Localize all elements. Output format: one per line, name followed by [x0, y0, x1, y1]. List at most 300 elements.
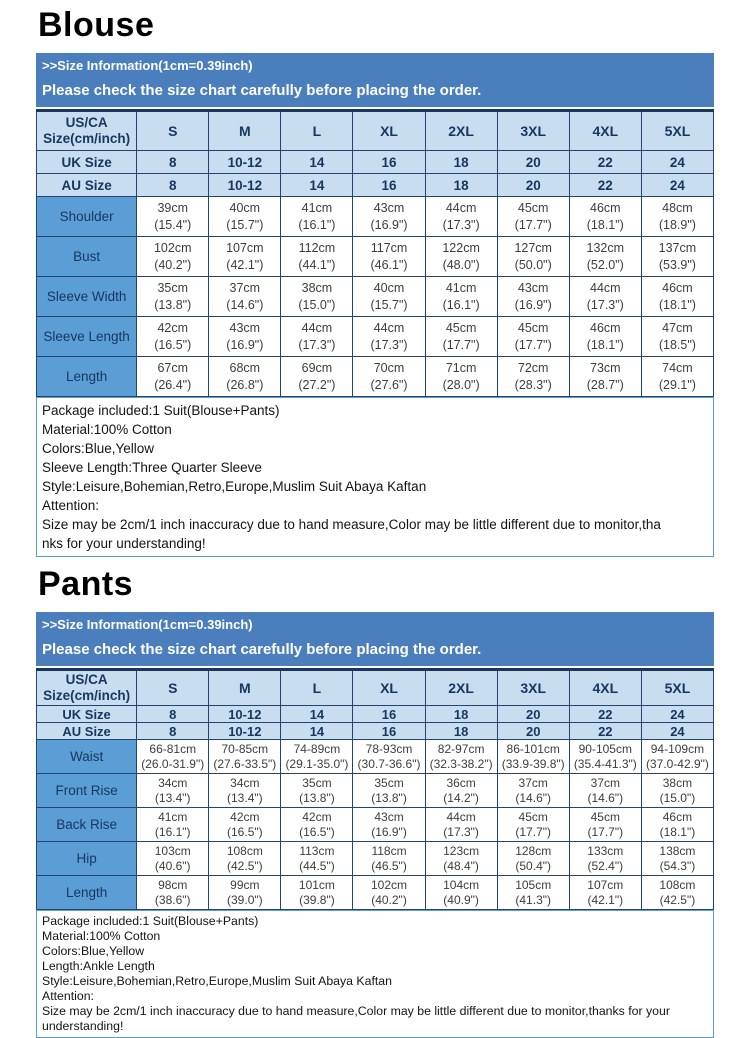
- measurement-value: [137, 842, 209, 876]
- value-inch: (27.6-33.5"): [213, 756, 277, 771]
- value-cm: 47cm: [662, 320, 693, 335]
- value-inch: (15.0"): [659, 790, 696, 805]
- region-size-value: 16: [353, 706, 425, 723]
- value-cm: 105cm: [515, 877, 552, 892]
- value-inch: (44.5"): [299, 858, 335, 873]
- region-size-value: 24: [641, 174, 713, 197]
- measurement-row: [37, 808, 714, 842]
- value-inch: (50.0"): [514, 257, 552, 272]
- measurement-value: [209, 808, 281, 842]
- value-inch: (48.4"): [443, 858, 479, 873]
- value-cm: 133cm: [587, 843, 624, 858]
- value-inch: (13.4"): [227, 790, 263, 805]
- value-inch: (15.4"): [154, 217, 192, 232]
- region-size-value: 8: [137, 706, 209, 723]
- value-cm: 68cm: [229, 360, 261, 375]
- region-size-value: 22: [569, 151, 641, 174]
- measurement-value: [497, 317, 569, 357]
- region-size-value: 24: [641, 706, 713, 723]
- value-inch: (48.0"): [442, 257, 480, 272]
- pants-title: Pants: [38, 565, 134, 603]
- value-inch: (16.1"): [154, 824, 191, 839]
- measurement-value: [641, 357, 713, 397]
- size-col-header: 4XL: [569, 670, 641, 706]
- value-cm: 45cm: [518, 809, 548, 824]
- measurement-value: [281, 876, 353, 910]
- value-cm: 43cm: [517, 280, 549, 295]
- value-inch: (42.5"): [227, 858, 263, 873]
- region-size-label: AU Size: [37, 723, 137, 740]
- size-col-header: L: [281, 111, 353, 151]
- measurement-row: [37, 357, 714, 397]
- pants-notes: [36, 910, 714, 1038]
- value-cm: 137cm: [658, 240, 697, 255]
- value-cm: 41cm: [445, 280, 477, 295]
- region-size-value: 16: [353, 151, 425, 174]
- measurement-value: [425, 197, 497, 237]
- value-cm: 43cm: [229, 320, 261, 335]
- size-col-header: 5XL: [641, 111, 713, 151]
- value-cm: 46cm: [590, 200, 621, 215]
- size-header-row: [37, 111, 714, 151]
- measurement-value: [425, 842, 497, 876]
- measurement-value: [497, 277, 569, 317]
- measurement-value: [137, 237, 209, 277]
- measurement-row: [37, 774, 714, 808]
- size-col-header: S: [137, 670, 209, 706]
- region-size-value: 22: [569, 723, 641, 740]
- value-cm: 101cm: [298, 877, 335, 892]
- measurement-value: [281, 774, 353, 808]
- value-cm: 71cm: [445, 360, 477, 375]
- region-size-value: 8: [137, 174, 209, 197]
- value-cm: 67cm: [157, 360, 189, 375]
- value-cm: 38cm: [662, 775, 693, 790]
- value-cm: 108cm: [226, 843, 263, 858]
- blouse-banner: [36, 53, 714, 107]
- value-cm: 37cm: [518, 775, 548, 790]
- value-inch: (17.7"): [514, 337, 552, 352]
- value-inch: (52.0"): [586, 257, 624, 272]
- value-inch: (27.6"): [370, 377, 408, 392]
- value-cm: 69cm: [301, 360, 333, 375]
- measurement-value: [425, 277, 497, 317]
- blouse-notes: [36, 397, 714, 557]
- au-size-row: [37, 723, 714, 740]
- value-inch: (32.3-38.2"): [429, 756, 493, 771]
- measurement-value: [209, 317, 281, 357]
- value-inch: (16.1"): [442, 297, 480, 312]
- value-cm: 35cm: [302, 775, 332, 790]
- value-inch: (14.2"): [443, 790, 479, 805]
- measurement-value: [353, 197, 425, 237]
- value-inch: (42.1"): [587, 892, 624, 907]
- size-col-header: XL: [353, 111, 425, 151]
- pants-banner: [36, 612, 714, 666]
- measurement-value: [353, 876, 425, 910]
- measurement-value: [353, 317, 425, 357]
- uk-size-row: [37, 151, 714, 174]
- region-size-value: 16: [353, 723, 425, 740]
- measurement-value: [569, 357, 641, 397]
- corner-header: [37, 670, 137, 706]
- value-inch: (29.1-35.0"): [285, 756, 349, 771]
- value-cm: 45cm: [517, 200, 549, 215]
- value-inch: (16.5"): [299, 824, 335, 839]
- pants-section: [36, 564, 714, 1038]
- value-cm: 70-85cm: [221, 741, 269, 756]
- value-inch: (16.9"): [226, 337, 264, 352]
- corner-header-line2: Size(cm/inch): [43, 688, 131, 703]
- measurement-value: [497, 876, 569, 910]
- value-cm: 43cm: [373, 200, 405, 215]
- region-size-label: UK Size: [37, 706, 137, 723]
- value-cm: 107cm: [587, 877, 624, 892]
- value-inch: (14.6"): [226, 297, 264, 312]
- value-cm: 36cm: [446, 775, 476, 790]
- value-inch: (18.1"): [586, 217, 624, 232]
- measurement-label: Sleeve Length: [37, 317, 137, 357]
- measurement-value: [137, 317, 209, 357]
- measurement-label: Waist: [37, 740, 137, 774]
- value-inch: (17.7"): [587, 824, 624, 839]
- measurement-row: [37, 197, 714, 237]
- region-size-label: UK Size: [37, 151, 137, 174]
- measurement-value: [641, 237, 713, 277]
- value-cm: 74-89cm: [293, 741, 341, 756]
- measurement-row: [37, 842, 714, 876]
- measurement-value: [497, 740, 569, 774]
- value-cm: 34cm: [158, 775, 188, 790]
- region-size-value: 14: [281, 723, 353, 740]
- size-col-header: 4XL: [569, 111, 641, 151]
- value-inch: (46.5"): [371, 858, 407, 873]
- value-cm: 117cm: [370, 240, 408, 255]
- value-cm: 42cm: [157, 320, 189, 335]
- pants-size-info-line: >>Size Information(1cm=0.39inch): [42, 617, 253, 632]
- value-inch: (18.1"): [586, 337, 624, 352]
- value-inch: (17.3"): [443, 824, 479, 839]
- measurement-value: [569, 317, 641, 357]
- region-size-value: 18: [425, 706, 497, 723]
- measurement-label: Shoulder: [37, 197, 137, 237]
- value-cm: 94-109cm: [650, 741, 705, 756]
- measurement-value: [281, 197, 353, 237]
- measurement-value: [281, 808, 353, 842]
- measurement-value: [137, 357, 209, 397]
- value-inch: (39.0"): [227, 892, 263, 907]
- value-cm: 44cm: [446, 809, 476, 824]
- measurement-value: [425, 237, 497, 277]
- value-inch: (50.4"): [515, 858, 551, 873]
- size-col-header: XL: [353, 670, 425, 706]
- note-line: Attention:: [42, 498, 100, 513]
- value-inch: (26.8"): [226, 377, 264, 392]
- measurement-value: [497, 357, 569, 397]
- value-inch: (35.4-41.3"): [573, 756, 637, 771]
- uk-size-row: [37, 706, 714, 723]
- value-cm: 132cm: [586, 240, 625, 255]
- measurement-value: [641, 740, 713, 774]
- measurement-row: [37, 876, 714, 910]
- blouse-size-table: [36, 109, 714, 397]
- measurement-value: [137, 197, 209, 237]
- note-line: Colors:Blue,Yellow: [42, 944, 145, 958]
- value-inch: (40.2"): [154, 257, 192, 272]
- region-size-value: 20: [497, 723, 569, 740]
- note-line: Package included:1 Suit(Blouse+Pants): [42, 914, 259, 928]
- value-cm: 122cm: [442, 240, 480, 255]
- value-inch: (40.9"): [443, 892, 479, 907]
- region-size-value: 14: [281, 151, 353, 174]
- value-inch: (15.7"): [370, 297, 408, 312]
- measurement-value: [209, 740, 281, 774]
- value-inch: (54.3"): [659, 858, 696, 873]
- value-cm: 45cm: [590, 809, 620, 824]
- measurement-value: [209, 197, 281, 237]
- measurement-value: [281, 842, 353, 876]
- note-line: Sleeve Length:Three Quarter Sleeve: [42, 460, 262, 475]
- value-inch: (17.3"): [442, 217, 480, 232]
- measurement-value: [209, 774, 281, 808]
- measurement-value: [209, 237, 281, 277]
- value-inch: (16.5"): [227, 824, 263, 839]
- note-line: Material:100% Cotton: [42, 422, 172, 437]
- note-line: Style:Leisure,Bohemian,Retro,Europe,Muslim Suit Abaya Kaftan: [42, 479, 427, 494]
- value-inch: (15.0"): [298, 297, 336, 312]
- note-line: Style:Leisure,Bohemian,Retro,Europe,Muslim Suit Abaya Kaftan: [42, 974, 392, 988]
- measurement-value: [353, 277, 425, 317]
- size-col-header: 3XL: [497, 670, 569, 706]
- pants-size-table: [36, 668, 714, 910]
- region-size-value: 20: [497, 706, 569, 723]
- value-inch: (39.8"): [299, 892, 335, 907]
- value-inch: (53.9"): [658, 257, 696, 272]
- size-col-header: 3XL: [497, 111, 569, 151]
- value-cm: 138cm: [659, 843, 696, 858]
- value-inch: (28.3"): [514, 377, 552, 392]
- value-cm: 107cm: [226, 240, 264, 255]
- region-size-value: 18: [425, 723, 497, 740]
- value-inch: (17.7"): [515, 824, 551, 839]
- value-cm: 113cm: [299, 843, 335, 858]
- measurement-value: [641, 277, 713, 317]
- value-cm: 46cm: [662, 809, 693, 824]
- measurement-label: Front Rise: [37, 774, 137, 808]
- region-size-value: 10-12: [209, 151, 281, 174]
- region-size-value: 16: [353, 174, 425, 197]
- value-cm: 45cm: [517, 320, 549, 335]
- value-inch: (18.9"): [658, 217, 696, 232]
- region-size-value: 18: [425, 151, 497, 174]
- value-cm: 46cm: [590, 320, 621, 335]
- value-cm: 98cm: [158, 877, 188, 892]
- region-size-value: 22: [569, 706, 641, 723]
- value-inch: (40.2"): [371, 892, 407, 907]
- measurement-row: [37, 740, 714, 774]
- note-line: Attention:: [42, 989, 94, 1003]
- note-line: nks for your understanding!: [42, 536, 206, 551]
- measurement-value: [209, 842, 281, 876]
- value-inch: (37.0-42.9"): [645, 756, 709, 771]
- value-cm: 127cm: [514, 240, 552, 255]
- value-cm: 73cm: [590, 360, 621, 375]
- value-cm: 44cm: [445, 200, 477, 215]
- measurement-value: [137, 277, 209, 317]
- measurement-value: [425, 774, 497, 808]
- value-cm: 37cm: [590, 775, 620, 790]
- region-size-value: 8: [137, 723, 209, 740]
- note-line: Size may be 2cm/1 inch inaccuracy due to hand measure,Color may be little different due to monitor,thanks for your understanding!: [42, 1004, 670, 1033]
- measurement-value: [425, 317, 497, 357]
- region-size-value: 8: [137, 151, 209, 174]
- value-inch: (42.5"): [659, 892, 696, 907]
- value-cm: 37cm: [229, 280, 261, 295]
- value-cm: 90-105cm: [578, 741, 632, 756]
- corner-header-line1: US/CA: [65, 115, 108, 130]
- value-cm: 118cm: [371, 843, 407, 858]
- size-col-header: M: [209, 670, 281, 706]
- blouse-title: Blouse: [38, 6, 155, 44]
- measurement-value: [353, 237, 425, 277]
- value-cm: 48cm: [662, 200, 693, 215]
- measurement-value: [137, 774, 209, 808]
- size-col-header: S: [137, 111, 209, 151]
- measurement-value: [425, 876, 497, 910]
- size-col-header: 2XL: [425, 670, 497, 706]
- value-inch: (33.9-39.8"): [501, 756, 565, 771]
- measurement-value: [497, 237, 569, 277]
- value-cm: 34cm: [230, 775, 260, 790]
- measurement-value: [569, 277, 641, 317]
- value-cm: 104cm: [443, 877, 480, 892]
- measurement-value: [353, 774, 425, 808]
- measurement-value: [641, 197, 713, 237]
- region-size-value: 14: [281, 174, 353, 197]
- measurement-value: [209, 277, 281, 317]
- measurement-value: [281, 277, 353, 317]
- measurement-value: [641, 842, 713, 876]
- value-cm: 128cm: [515, 843, 552, 858]
- value-inch: (16.1"): [298, 217, 336, 232]
- value-inch: (44.1"): [298, 257, 336, 272]
- blouse-section: [36, 5, 714, 557]
- value-inch: (17.7"): [514, 217, 552, 232]
- measurement-value: [353, 808, 425, 842]
- value-inch: (17.7"): [442, 337, 480, 352]
- measurement-label: Hip: [37, 842, 137, 876]
- au-size-row: [37, 174, 714, 197]
- value-cm: 40cm: [373, 280, 405, 295]
- measurement-value: [353, 842, 425, 876]
- size-col-header: M: [209, 111, 281, 151]
- measurement-value: [569, 740, 641, 774]
- value-inch: (18.1"): [659, 824, 696, 839]
- value-inch: (28.7"): [586, 377, 624, 392]
- value-inch: (17.3"): [586, 297, 624, 312]
- blouse-check-chart-line: Please check the size chart carefully before placing the order.: [42, 82, 482, 99]
- corner-header: [37, 111, 137, 151]
- value-cm: 40cm: [229, 200, 261, 215]
- value-inch: (18.5"): [658, 337, 696, 352]
- value-cm: 44cm: [301, 320, 333, 335]
- measurement-value: [281, 317, 353, 357]
- region-size-label: AU Size: [37, 174, 137, 197]
- region-size-value: 10-12: [209, 723, 281, 740]
- value-cm: 103cm: [154, 843, 191, 858]
- value-inch: (30.7-36.6"): [357, 756, 421, 771]
- value-inch: (18.1"): [658, 297, 696, 312]
- note-line: Material:100% Cotton: [42, 929, 161, 943]
- measurement-value: [569, 876, 641, 910]
- value-inch: (26.4"): [154, 377, 192, 392]
- value-inch: (27.2"): [298, 377, 336, 392]
- value-inch: (13.8"): [371, 790, 407, 805]
- measurement-value: [641, 774, 713, 808]
- region-size-value: 24: [641, 151, 713, 174]
- measurement-row: [37, 277, 714, 317]
- measurement-value: [425, 740, 497, 774]
- value-cm: 102cm: [371, 877, 408, 892]
- size-col-header: L: [281, 670, 353, 706]
- value-cm: 70cm: [373, 360, 405, 375]
- value-cm: 42cm: [230, 809, 260, 824]
- value-inch: (16.9"): [514, 297, 552, 312]
- value-inch: (13.8"): [299, 790, 335, 805]
- measurement-value: [425, 808, 497, 842]
- measurement-value: [641, 808, 713, 842]
- value-inch: (52.4"): [587, 858, 624, 873]
- measurement-label: Sleeve Width: [37, 277, 137, 317]
- measurement-value: [353, 740, 425, 774]
- region-size-value: 10-12: [209, 174, 281, 197]
- blouse-size-info-line: >>Size Information(1cm=0.39inch): [42, 58, 253, 73]
- value-inch: (17.3"): [298, 337, 336, 352]
- note-line: Package included:1 Suit(Blouse+Pants): [42, 403, 280, 418]
- value-cm: 44cm: [373, 320, 405, 335]
- size-header-row: [37, 670, 714, 706]
- value-inch: (38.6"): [154, 892, 191, 907]
- measurement-value: [569, 842, 641, 876]
- measurement-value: [425, 357, 497, 397]
- value-inch: (46.1"): [370, 257, 408, 272]
- size-chart-page: [36, 5, 714, 1038]
- measurement-row: [37, 237, 714, 277]
- region-size-value: 20: [497, 151, 569, 174]
- measurement-value: [209, 357, 281, 397]
- measurement-label: Length: [37, 357, 137, 397]
- value-inch: (13.8"): [154, 297, 192, 312]
- value-cm: 41cm: [301, 200, 333, 215]
- value-cm: 82-97cm: [437, 741, 485, 756]
- pants-check-chart-line: Please check the size chart carefully before placing the order.: [42, 641, 482, 658]
- measurement-value: [569, 774, 641, 808]
- note-line: Length:Ankle Length: [42, 959, 155, 973]
- value-cm: 43cm: [374, 809, 404, 824]
- measurement-row: [37, 317, 714, 357]
- value-cm: 86-101cm: [506, 741, 560, 756]
- corner-header-line1: US/CA: [65, 672, 108, 687]
- measurement-value: [137, 808, 209, 842]
- measurement-value: [353, 357, 425, 397]
- region-size-value: 10-12: [209, 706, 281, 723]
- measurement-value: [497, 808, 569, 842]
- note-line: Size may be 2cm/1 inch inaccuracy due to hand measure,Color may be little different due to monitor,tha: [42, 517, 661, 532]
- value-cm: 44cm: [590, 280, 621, 295]
- value-inch: (14.6"): [515, 790, 551, 805]
- value-inch: (13.4"): [154, 790, 191, 805]
- value-cm: 72cm: [517, 360, 549, 375]
